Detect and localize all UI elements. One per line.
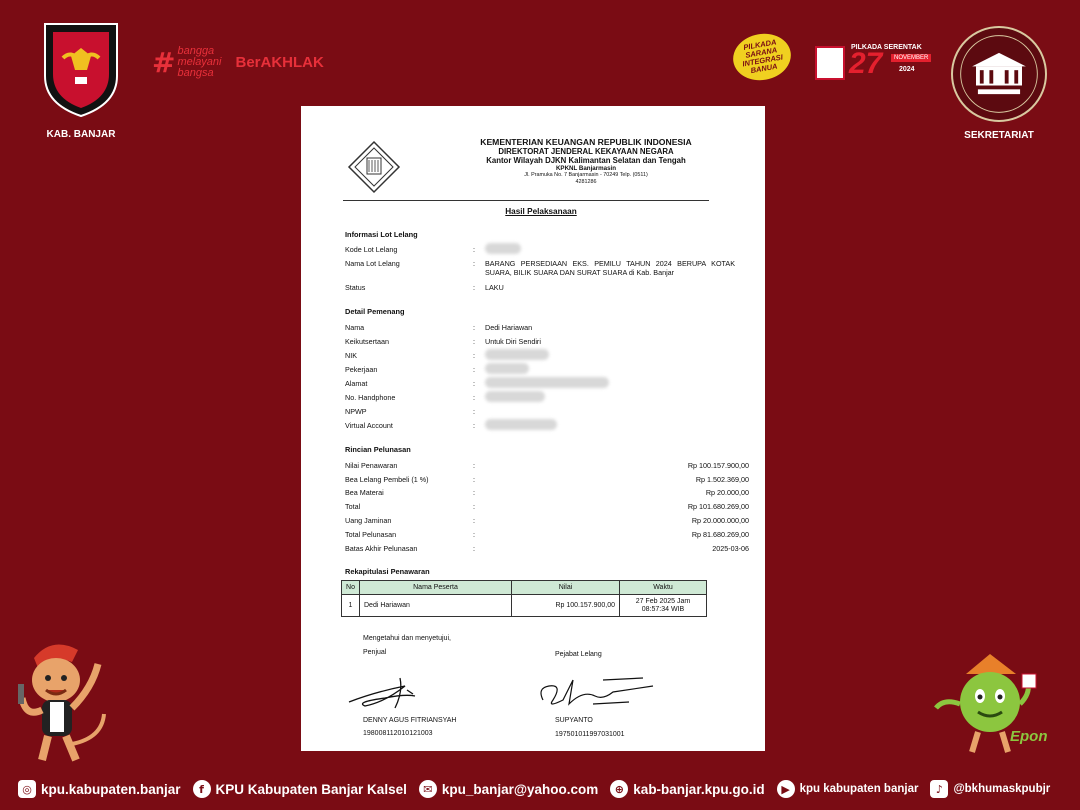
winner-address-row: Alamat : bbox=[345, 379, 735, 389]
sekretariat-logo bbox=[950, 26, 1048, 141]
cell-name: Dedi Hariawan bbox=[360, 595, 512, 617]
official-name: SUPYANTO bbox=[555, 717, 593, 724]
youtube-icon: ▶ bbox=[777, 780, 795, 798]
winner-virtual-account-row: Virtual Account : bbox=[345, 421, 735, 431]
serentak-label: PILKADA SERENTAK bbox=[851, 44, 922, 51]
facebook-link[interactable]: f KPU Kabupaten Banjar Kalsel bbox=[193, 780, 407, 798]
kpu-logo bbox=[36, 18, 126, 138]
winner-npwp-row: NPWP : bbox=[345, 407, 475, 416]
globe-icon: ⊕ bbox=[610, 780, 628, 798]
instagram-icon: ◎ bbox=[18, 780, 36, 798]
email-link[interactable]: ✉ kpu_banjar@yahoo.com bbox=[419, 780, 598, 798]
pilkada-serentak-logo bbox=[815, 42, 927, 84]
column-header: Nama Peserta bbox=[360, 581, 512, 595]
bid-recap-table bbox=[341, 580, 707, 617]
payment-row: Uang Jaminan : Rp 20.000.000,00 bbox=[345, 516, 749, 525]
serentak-day: 27 bbox=[849, 47, 883, 80]
kpu-seal-icon bbox=[37, 18, 125, 118]
pilkada-badge bbox=[729, 29, 794, 84]
official-role: Pejabat Lelang bbox=[555, 651, 602, 658]
winner-participation-value: Untuk Diri Sendiri bbox=[485, 337, 541, 346]
payment-value: 2025-03-06 bbox=[712, 544, 749, 553]
facebook-icon: f bbox=[193, 780, 211, 798]
letterhead-line-2: DIREKTORAT JENDERAL KEKAYAAN NEGARA bbox=[498, 147, 674, 156]
serentak-year: 2024 bbox=[899, 66, 915, 73]
payment-row: Total : Rp 101.680.269,00 bbox=[345, 502, 749, 511]
seller-name: DENNY AGUS FITRIANSYAH bbox=[363, 717, 457, 724]
email-icon: ✉ bbox=[419, 780, 437, 798]
building-emblem-icon bbox=[951, 26, 1047, 122]
redacted-value bbox=[485, 349, 549, 360]
lot-section-heading: Informasi Lot Lelang bbox=[345, 230, 418, 239]
bangga-hash: # bbox=[152, 46, 176, 79]
payment-row: Total Pelunasan : Rp 81.680.269,00 bbox=[345, 530, 749, 539]
ballot-box-icon bbox=[815, 46, 845, 80]
payment-value: Rp 20.000,00 bbox=[705, 488, 749, 497]
redacted-value bbox=[485, 391, 545, 402]
bangga-melayani-logo bbox=[152, 46, 222, 79]
winner-section-heading: Detail Pemenang bbox=[345, 307, 405, 316]
lot-name-value: BARANG PERSEDIAAN EKS. PEMILU TAHUN 2024 BERUPA KOTAK SUARA, BILIK SUARA DAN SURAT SUARA di Kab. Banjar bbox=[485, 259, 735, 277]
payment-value: Rp 20.000.000,00 bbox=[691, 516, 749, 525]
kpu-caption: KAB. BANJAR bbox=[46, 129, 116, 140]
redacted-value bbox=[485, 377, 609, 388]
tiktok-icon: ♪ bbox=[930, 780, 948, 798]
letterhead bbox=[411, 138, 761, 186]
tiktok-link[interactable]: ♪ @bkhumaskpubjr bbox=[930, 780, 1050, 798]
lot-status-label: Status bbox=[345, 283, 366, 292]
winner-occupation-row: Pekerjaan : bbox=[345, 365, 735, 375]
payment-row: Nilai Penawaran : Rp 100.157.900,00 bbox=[345, 461, 749, 470]
winner-participation-row: Keikutsertaan : Untuk Diri Sendiri bbox=[345, 337, 735, 347]
table-row bbox=[342, 595, 707, 617]
social-footer bbox=[18, 778, 1068, 800]
pilkada-badge-text: PILKADA SARANA INTEGRASI BANUA bbox=[741, 37, 784, 76]
mascot-left-icon bbox=[12, 628, 112, 768]
mascot-epon bbox=[930, 648, 1070, 768]
seller-id: 198008112010121003 bbox=[363, 730, 433, 737]
website-link[interactable]: ⊕ kab-banjar.kpu.go.id bbox=[610, 780, 764, 798]
cell-no: 1 bbox=[342, 595, 360, 617]
ministry-emblem-icon bbox=[347, 140, 401, 194]
payment-section-heading: Rincian Pelunasan bbox=[345, 445, 411, 454]
redacted-value bbox=[485, 419, 557, 430]
winner-nik-row: NIK : bbox=[345, 351, 735, 361]
payment-row: Bea Materai : Rp 20.000,00 bbox=[345, 488, 749, 497]
letterhead-line-6: 4281286 bbox=[575, 179, 597, 185]
bangga-line-2: melayani bbox=[177, 56, 222, 68]
column-header: Waktu bbox=[620, 581, 707, 595]
epon-label: Epon bbox=[1010, 728, 1048, 745]
payment-value: Rp 81.680.269,00 bbox=[691, 530, 749, 539]
tagline-logos bbox=[152, 46, 324, 79]
document-title: Hasil Pelaksanaan bbox=[505, 207, 577, 216]
seller-signature-icon bbox=[345, 672, 435, 712]
winner-name-value: Dedi Hariawan bbox=[485, 323, 533, 332]
sekretariat-caption: SEKRETARIAT bbox=[964, 130, 1034, 141]
auction-result-document bbox=[301, 106, 765, 751]
seller-role: Penjual bbox=[363, 649, 387, 656]
lot-code-row: Kode Lot Lelang : bbox=[345, 245, 735, 255]
column-header: No bbox=[342, 581, 360, 595]
lot-name-row: Nama Lot Lelang : BARANG PERSEDIAAN EKS. PEMILU TAHUN 2024 BERUPA KOTAK SUARA, BILIK SUARA DAN SURAT SUARA di Kab. Banjar bbox=[345, 259, 735, 277]
bangga-line-3: bangsa bbox=[177, 67, 214, 79]
letterhead-line-3: Kantor Wilayah DJKN Kalimantan Selatan dan Tengah bbox=[486, 156, 686, 165]
lot-status-value: LAKU bbox=[485, 283, 504, 292]
official-signature-icon bbox=[533, 670, 663, 712]
payment-value: Rp 100.157.900,00 bbox=[687, 461, 749, 470]
lot-status-row: Status : LAKU bbox=[345, 283, 735, 293]
letterhead-line-5: Jl. Pramuka No. 7 Banjarmasin - 70249 Telp. (0511) bbox=[524, 172, 648, 178]
table-header-row bbox=[342, 581, 707, 595]
serentak-month: NOVEMBER bbox=[891, 54, 931, 62]
lot-code-label: Kode Lot Lelang bbox=[345, 245, 398, 254]
letterhead-line-1: KEMENTERIAN KEUANGAN REPUBLIK INDONESIA bbox=[480, 137, 692, 147]
payment-value: Rp 101.680.269,00 bbox=[687, 502, 749, 511]
winner-phone-row: No. Handphone : bbox=[345, 393, 735, 403]
payment-row: Bea Lelang Pembeli (1 %) : Rp 1.502.369,00 bbox=[345, 475, 749, 484]
bangga-line-1: bangga bbox=[177, 45, 215, 57]
redacted-value bbox=[485, 243, 521, 254]
payment-row: Batas Akhir Pelunasan : 2025-03-06 bbox=[345, 544, 749, 553]
official-id: 197501011997031001 bbox=[555, 731, 625, 738]
youtube-link[interactable]: ▶ kpu kabupaten banjar bbox=[777, 780, 919, 798]
redacted-value bbox=[485, 363, 529, 374]
berakhlak-logo: BerAKHLAK bbox=[235, 54, 324, 71]
instagram-link[interactable]: ◎ kpu.kabupaten.banjar bbox=[18, 780, 181, 798]
column-header: Nilai bbox=[512, 581, 620, 595]
lot-name-label: Nama Lot Lelang bbox=[345, 259, 400, 268]
cell-time: 27 Feb 2025 Jam 08:57:34 WIB bbox=[620, 595, 707, 617]
cell-value: Rp 100.157.900,00 bbox=[512, 595, 620, 617]
payment-value: Rp 1.502.369,00 bbox=[695, 475, 749, 484]
recap-section-heading: Rekapitulasi Penawaran bbox=[345, 567, 430, 576]
mascot-epon-icon bbox=[930, 648, 1070, 768]
letterhead-line-4: KPKNL Banjarmasin bbox=[555, 165, 617, 172]
approval-text: Mengetahui dan menyetujui, bbox=[363, 635, 451, 642]
letterhead-divider bbox=[343, 200, 709, 201]
winner-name-row: Nama : Dedi Hariawan bbox=[345, 323, 735, 333]
